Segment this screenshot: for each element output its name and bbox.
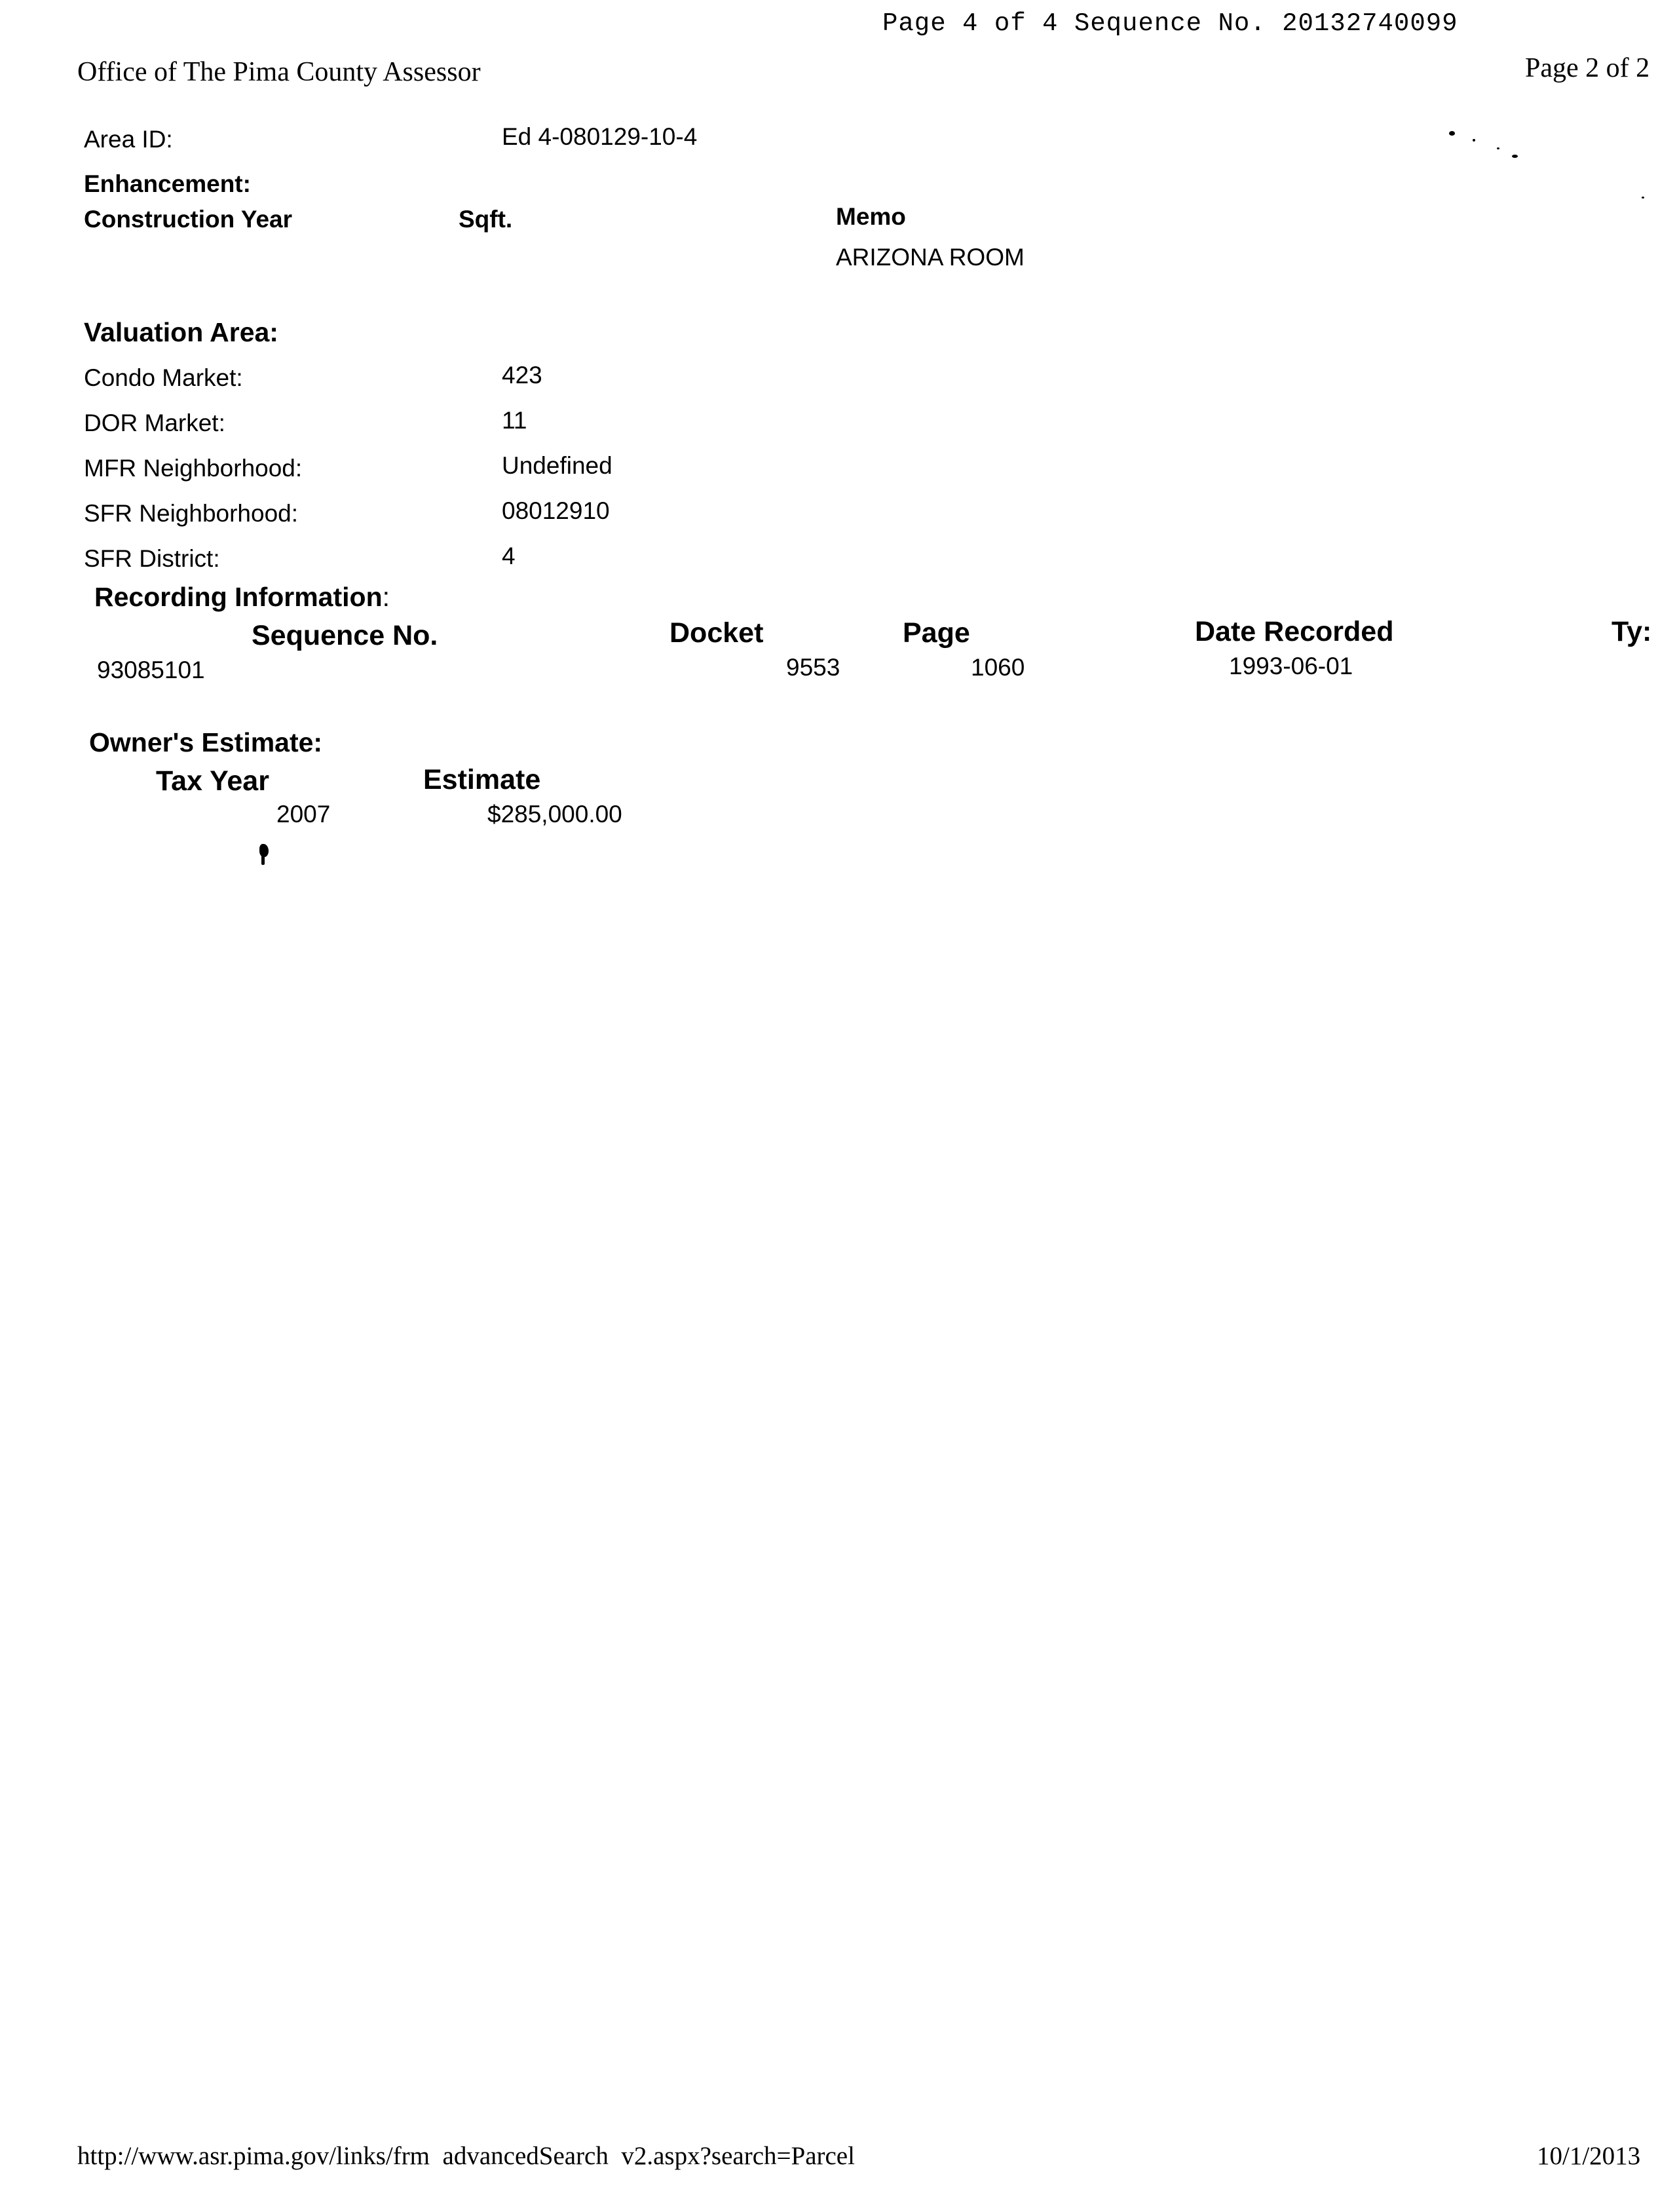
area-id-value: Ed 4-080129-10-4 [502, 123, 698, 150]
estimate-value: $285,000.00 [487, 801, 622, 828]
recording-page-value: 1060 [971, 654, 1025, 681]
recording-date-value: 1993-06-01 [1229, 653, 1353, 679]
dor-market-label: DOR Market: [84, 410, 225, 436]
mfr-neighborhood-label: MFR Neighborhood: [84, 455, 303, 482]
footer-date: 10/1/2013 [1537, 2142, 1641, 2170]
ink-mark [261, 856, 265, 865]
mfr-neighborhood-value: Undefined [502, 452, 612, 479]
office-title: Office of The Pima County Assessor [77, 57, 481, 87]
recording-information-colon: : [382, 582, 390, 612]
memo-value: ARIZONA ROOM [836, 244, 1025, 271]
estimate-header: Estimate [423, 764, 541, 795]
tax-year-header: Tax Year [156, 765, 269, 797]
enhancement-heading: Enhancement: [84, 170, 251, 197]
condo-market-label: Condo Market: [84, 364, 243, 391]
sfr-neighborhood-label: SFR Neighborhood: [84, 500, 299, 527]
recording-information-heading [94, 582, 390, 613]
memo-header: Memo [836, 203, 906, 230]
recording-docket-value: 9553 [786, 654, 840, 681]
sfr-district-value: 4 [502, 543, 516, 569]
date-recorded-header: Date Recorded [1195, 616, 1394, 647]
footer-url: http://www.asr.pima.gov/links/frm advancedSearch v2.aspx?search=Parcel [77, 2142, 855, 2170]
sequence-stamp: Page 4 of 4 Sequence No. 20132740099 [882, 9, 1458, 38]
condo-market-value: 423 [502, 362, 542, 389]
ink-mark [259, 844, 269, 857]
page-header: Page [903, 617, 970, 649]
scan-speck [1473, 139, 1475, 142]
docket-header: Docket [669, 617, 764, 649]
recording-sequence-value: 93085101 [97, 657, 205, 683]
scan-speck [1512, 155, 1518, 158]
recording-information-title: Recording Information [94, 582, 383, 612]
scan-speck [1642, 197, 1644, 199]
page-number: Page 2 of 2 [1525, 53, 1650, 83]
valuation-area-heading: Valuation Area: [84, 317, 278, 347]
sfr-district-label: SFR District: [84, 545, 220, 572]
construction-year-header: Construction Year [84, 206, 293, 233]
sqft-header: Sqft. [459, 206, 513, 233]
owners-estimate-heading: Owner's Estimate: [89, 727, 323, 757]
area-id-label: Area ID: [84, 126, 173, 153]
tax-year-value: 2007 [276, 801, 331, 828]
scan-speck [1497, 147, 1499, 149]
sfr-neighborhood-value: 08012910 [502, 497, 610, 524]
sequence-no-header: Sequence No. [252, 620, 438, 651]
dor-market-value: 11 [502, 407, 527, 434]
scan-speck [1449, 131, 1455, 136]
type-header: Ty: [1611, 616, 1652, 647]
